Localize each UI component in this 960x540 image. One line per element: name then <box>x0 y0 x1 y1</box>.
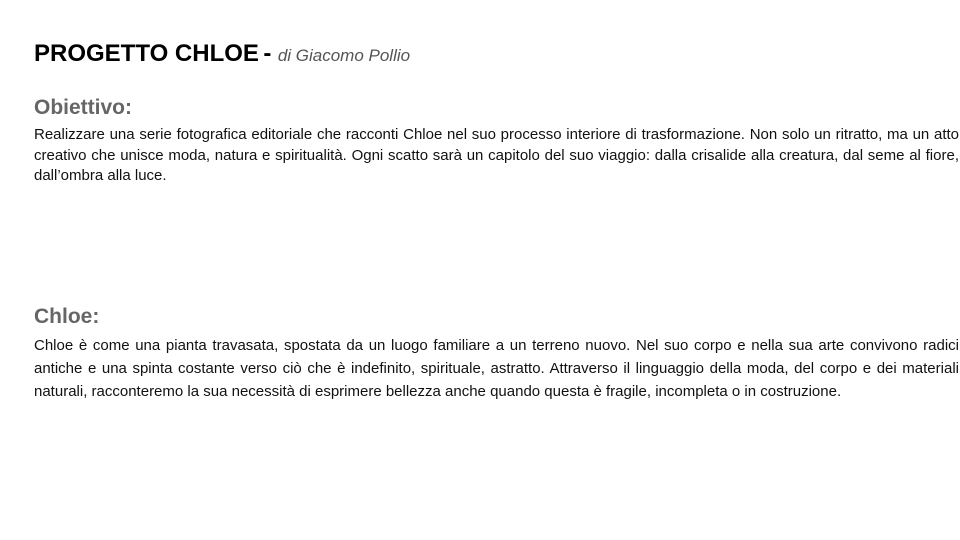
section-heading-obiettivo: Obiettivo: <box>34 96 132 119</box>
section-text-chloe: Chloe è come una pianta travasata, spostata da un luogo familiare a un terreno nuovo. Nel suo corpo e nella sua arte convivono radici antiche e una spinta costante verso ciò che è indefinito, spirituale, astratto. Attraverso il linguaggio della moda, del corpo e dei materiali naturali, racconteremo la sua necessità di esprimere bellezza anche quando questa è fragile, incompleta o in costruzione. <box>34 337 959 400</box>
title-row <box>34 40 934 68</box>
page-title: PROGETTO CHLOE <box>34 40 259 67</box>
section-text-obiettivo: Realizzare una serie fotografica editoriale che racconti Chloe nel suo processo interiore di trasformazione. Non solo un ritratto, ma un atto creativo che unisce moda, natura e spiritualità. Ogni scatto sarà un capitolo del suo viaggio: dalla crisalide alla creatura, dal seme al fiore, dall’ombra alla luce. <box>34 126 959 184</box>
author-subtitle: di Giacomo Pollio <box>277 46 411 65</box>
section-heading-chloe: Chloe: <box>34 305 100 328</box>
title-separator: - <box>263 40 272 67</box>
